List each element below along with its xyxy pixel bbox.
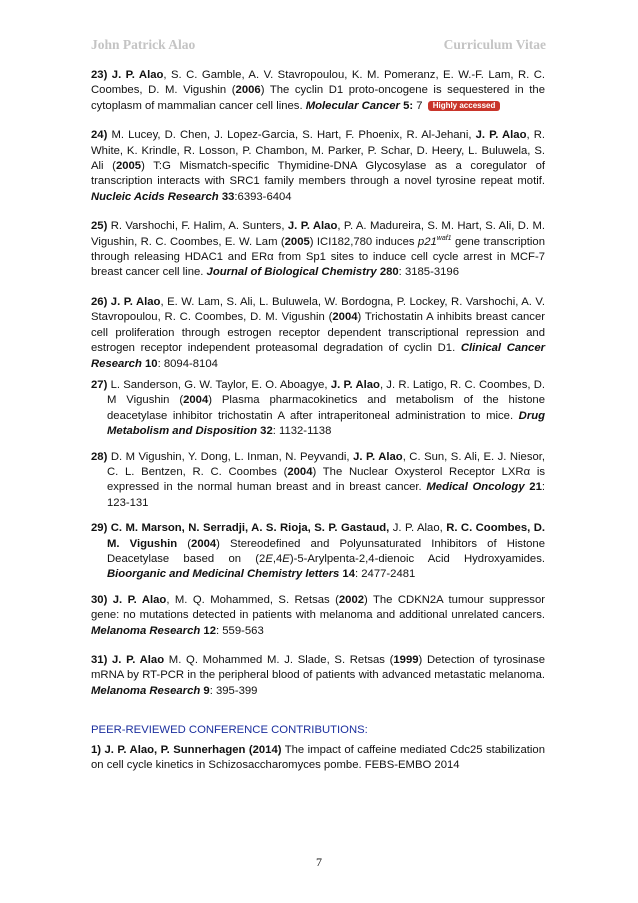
header-doc-title: Curriculum Vitae	[443, 37, 546, 52]
section-title: PEER-REVIEWED CONFERENCE CONTRIBUTIONS:	[91, 724, 368, 737]
publication-entry: 25) R. Varshochi, F. Halim, A. Sunters, J. P. Alao, P. A. Madureira, S. M. Hart, S. Ali, D. M. Vigushin, R. C. Coombes, E. W. Lam (2005) ICI182,780 induces $p21^{waf1}$ gene transcription through releasing HDAC1 and ERα from Sp1 sites to induce cell cycle arrest in MCF-7 breast cancer cell line. Journal of Biological Chemistry 280: 3185-3196	[91, 220, 546, 279]
publication-entry: 26) J. P. Alao, E. W. Lam, S. Ali, L. Buluwela, W. Bordogna, P. Lockey, R. Varshochi, A. V. Stavropoulou, R. C. Coombes, D. M. Vigushin (2004) Trichostatin A inhibits breast cancer cell proliferation through estrogen receptor dependent transcriptional repression and estrogen receptor independent proteasomal degradation of cyclin D1. Clinical Cancer Research 10: 8094-8104	[91, 295, 546, 370]
publication-list	[91, 68, 545, 787]
header-name: John Patrick Alao	[91, 37, 196, 52]
publication-entry: 31) J. P. Alao M. Q. Mohammed M. J. Slade, S. Retsas (1999) Detection of tyrosinase mRNA by RT-PCR in the peripheral blood of patients with advanced metastatic melanoma. Melanoma Research 9: 395-399	[91, 654, 545, 697]
page-number: 7	[316, 855, 322, 869]
publication-entry: 27) L. Sanderson, G. W. Taylor, E. O. Aboagye, J. P. Alao, J. R. Latigo, R. C. Coombes, D. M Vigushin (2004) Plasma pharmacokinetics and metabolism of the histone deacetylase inhibitor trichostatin A after intraperitoneal administration to mice. Drug Metabolism and Disposition 32: 1132-1138	[91, 378, 546, 438]
publication-entry: 23) J. P. Alao, S. C. Gamble, A. V. Stavropoulou, K. M. Pomeranz, E. W.-F. Lam, R. C. Coombes, D. M. Vigushin (2006) The cyclin D1 proto-oncogene is sequestered in the cytoplasm of mammalian cancer cell lines. Molecular Cancer 5: 7 Highly accessed	[91, 69, 546, 112]
publication-entry: 24) M. Lucey, D. Chen, J. Lopez-Garcia, S. Hart, F. Phoenix, R. Al-Jehani, J. P. Alao, R. White, K. Krindle, R. Losson, P. Chambon, M. Parker, P. Schar, D. Heery, L. Buluwela, S. Ali (2005) T:G Mismatch-specific Thymidine-DNA Glycosylase as a coregulator of transcription interacts with SRC1 family members through a novel tyrosine repeat motif. Nucleic Acids Research 33:6393-6404	[91, 129, 546, 203]
publication-entry: 29) C. M. Marson, N. Serradji, A. S. Rioja, S. P. Gastaud, J. P. Alao, R. C. Coombes, D. M. Vigushin (2004) Stereodefined and Polyunsaturated Inhibitors of Histone Deacetylase based on (2E,4E)-5-Arylpenta-2,4-dienoic Acid Hydroxyamides. Bioorganic and Medicinal Chemistry letters 14: 2477-2481	[91, 522, 545, 581]
publication-entry: 30) J. P. Alao, M. Q. Mohammed, S. Retsas (2002) The CDKN2A tumour suppressor gene: no mutations detected in patients with melanoma and additional unrelated cancers. Melanoma Research 12: 559-563	[91, 593, 545, 637]
publication-entry: 28) D. M Vigushin, Y. Dong, L. Inman, N. Peyvandi, J. P. Alao, C. Sun, S. Ali, E. J. Niesor, C. L. Bentzen, R. C. Coombes (2004) The Nuclear Oxysterol Receptor LXRα is expressed in the normal human breast and in breast cancer. Medical Oncology 21: 123-131	[91, 450, 546, 509]
highly-accessed-badge: Highly accessed	[428, 101, 501, 111]
conference-entry: 1) J. P. Alao, P. Sunnerhagen (2014) The impact of caffeine mediated Cdc25 stabilization on cell cycle kinetics in Schizosaccharomyces pombe. FEBS-EMBO 2014	[91, 743, 545, 772]
